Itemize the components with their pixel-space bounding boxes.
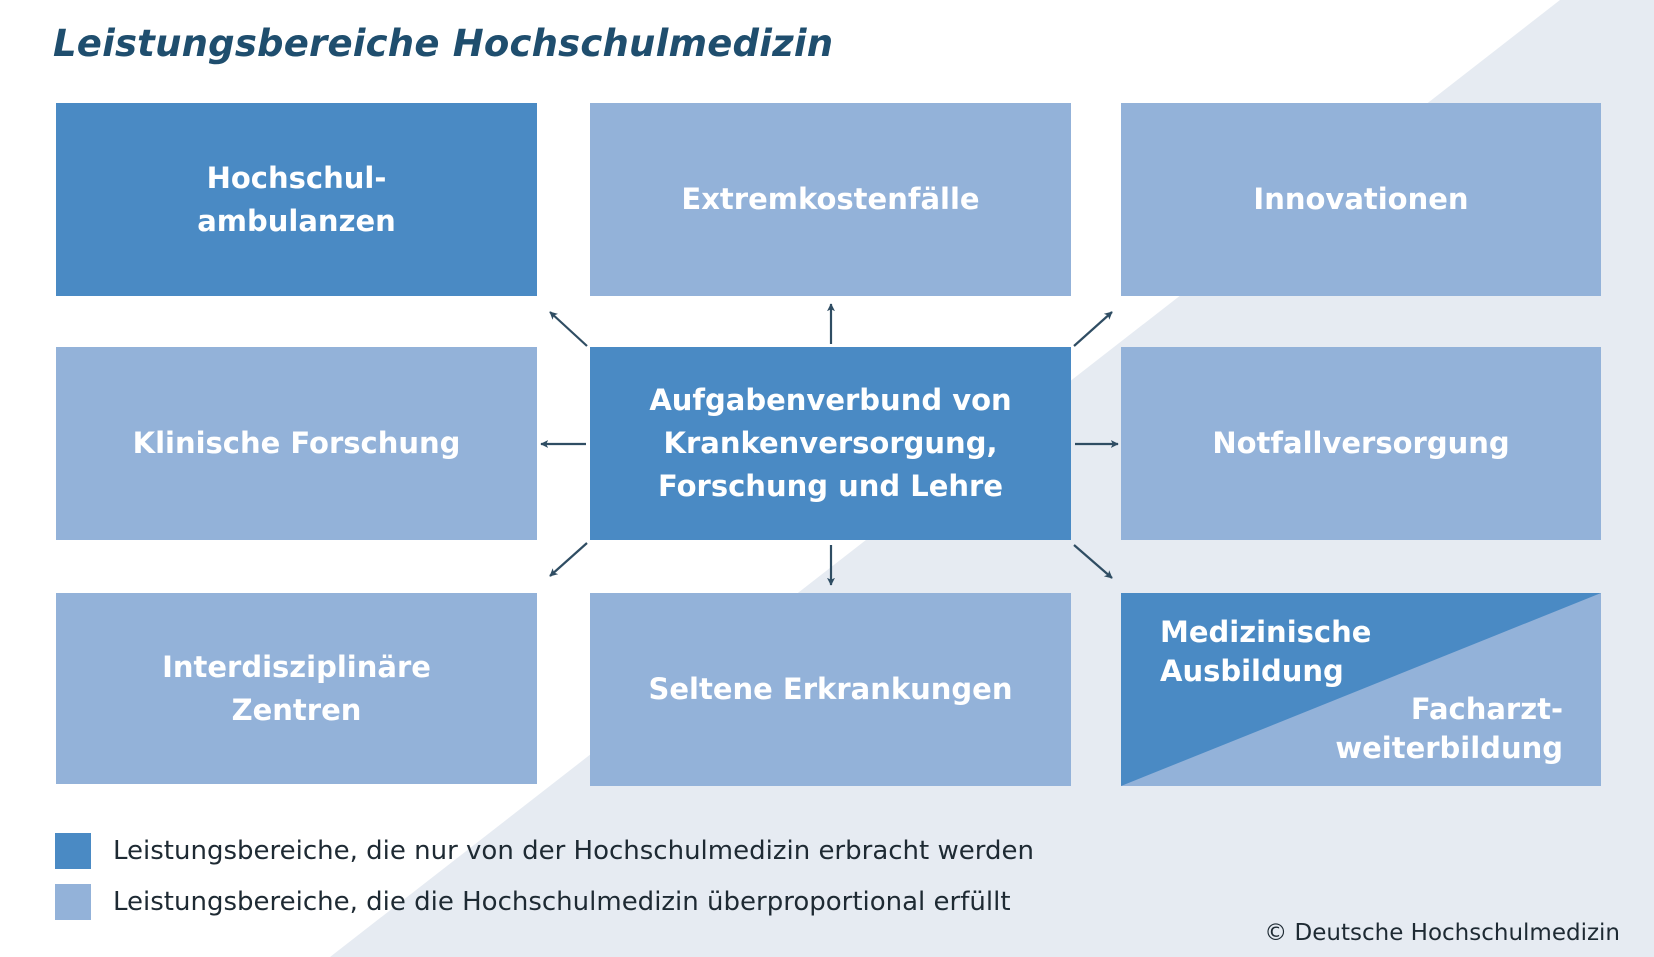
box-extremkostenfaelle-label: Extremkostenfälle	[681, 182, 980, 216]
box-klinische-forschung-label: Klinische Forschung	[132, 426, 461, 460]
box-notfallversorgung-label: Notfallversorgung	[1212, 426, 1510, 460]
page-title: Leistungsbereiche Hochschulmedizin	[53, 22, 834, 65]
center-box-label: Aufgabenverbund von Krankenversorgung, Forschung und Lehre	[649, 383, 1012, 503]
box-interdisziplinaere-zentren	[56, 593, 537, 784]
box-medizinische-ausbildung-label: Medizinische Ausbildung	[1160, 615, 1372, 688]
box-hochschulambulanzen	[56, 103, 537, 296]
legend-swatch-light	[55, 884, 91, 920]
box-innovationen-label: Innovationen	[1253, 182, 1469, 216]
box-interdisziplinaere-zentren-label: Interdisziplinäre Zentren	[162, 649, 431, 727]
box-klinische-forschung	[56, 347, 537, 540]
legend-item-dark	[55, 833, 1034, 869]
box-seltene-erkrankungen-label: Seltene Erkrankungen	[648, 672, 1013, 706]
legend-swatch-dark	[55, 833, 91, 869]
box-innovationen	[1121, 103, 1601, 296]
box-hochschulambulanzen-label: Hochschul- ambulanzen	[197, 160, 396, 238]
box-ausbildung-weiterbildung	[1121, 593, 1601, 786]
copyright-notice: © Deutsche Hochschulmedizin	[1264, 920, 1620, 946]
box-notfallversorgung	[1121, 347, 1601, 540]
legend-label-light: Leistungsbereiche, die die Hochschulmedizin überproportional erfüllt	[113, 887, 1011, 917]
legend-label-dark: Leistungsbereiche, die nur von der Hochschulmedizin erbracht werden	[113, 836, 1034, 866]
box-extremkostenfaelle	[590, 103, 1071, 296]
box-facharzt-weiterbildung-label: Facharzt- weiterbildung	[1335, 692, 1563, 765]
legend-item-light	[55, 884, 1011, 920]
box-seltene-erkrankungen	[590, 593, 1071, 786]
center-box-aufgabenverbund	[590, 347, 1071, 540]
